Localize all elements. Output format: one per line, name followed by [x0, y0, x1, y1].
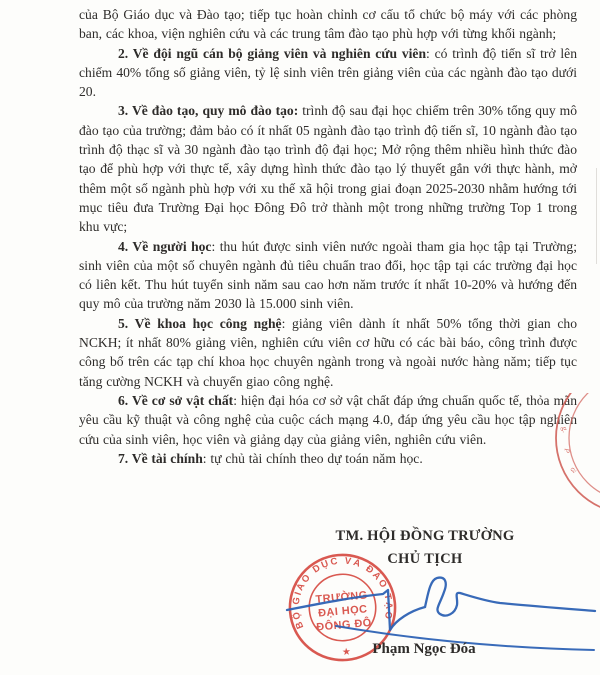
paragraph: 2. Về đội ngũ cán bộ giảng viên và nghiên cứu viên: có trình độ tiến sĩ trở lên chiếm 40% tổng số giảng viên, tỷ lệ sinh viên trên giảng viên của các ngành đào tạo dưới 20. — [79, 45, 578, 100]
signature-stroke-baseline — [287, 590, 425, 630]
paragraph: 4. Về người học: thu hút được sinh viên nước ngoài tham gia học tập tại Trường; sinh viên của một số chuyên ngành đủ tiêu chuẩn trao đổi, học tập tại các trường đại học có liên kết. Thu hút tuyển sinh năm sau cao hơn năm trước ít nhất 10-20% và hướng đến quy mô của trường năm 2030 là 15.000 sinh viên. — [79, 238, 577, 312]
stamp-org-line-3: ĐÔNG ĐÔ — [315, 616, 373, 634]
stamp-star-icon: ★ — [341, 646, 352, 659]
paragraph: 5. Về khoa học công nghệ: giảng viên dành ít nhất 50% tổng thời gian cho NCKH; ít nhất 80% giảng viên, nghiên cứu viên cơ hữu có các bài báo, công trình được công bố trên các tạp chí khoa học chuyên ngành trong và ngoài nước hàng năm; tiếp tục tăng cường NCKH và chuyển giao công nghệ. — [79, 315, 577, 389]
stamp-ring-text: BỘ GIÁO DỤC VÀ ĐÀO TẠO — [290, 555, 395, 631]
signature-stroke-loop — [425, 578, 595, 616]
stamp-org-line-1: TRƯỜNG — [315, 589, 369, 606]
paragraph: của Bộ Giáo dục và Đào tạo; tiếp tục hoàn chỉnh cơ cấu tổ chức bộ máy với các phòng ban, các khoa, viện nghiên cứu và các trung tâm đào tạo phù hợp với từng khối ngành; — [79, 7, 577, 42]
paragraph: 3. Về đào tạo, quy mô đào tạo: trình độ sau đại học chiếm trên 30% tổng quy mô đào tạo của trường; đảm bảo có ít nhất 05 ngành đào tạo trình độ tiến sĩ, 10 ngành đào tạo trình độ thạc sĩ và 30 ngành đào tạo trình độ đại học; Mở rộng thêm nhiều hình thức đào tạo để phù hợp với thực tế, xây dựng hình thức đào tạo lý thuyết gắn với thực hành, mở thêm một số ngành phù hợp với xu thế xã hội trong giai đoạn 2025-2030 nhằm hướng tới mục tiêu đưa Trường Đại học Đông Đô trở thành một trong những trường Top 1 trong khu vực; — [79, 103, 577, 235]
partial-stamp-letter-2: P — [562, 447, 572, 454]
signer-name: Phạm Ngọc Đóa — [372, 641, 476, 657]
document-body — [79, 5, 577, 468]
partial-stamp-letter-1: g. — [560, 425, 570, 434]
partial-stamp-edge — [548, 393, 600, 511]
signing-authority: TM. HỘI ĐỒNG TRƯỜNG — [335, 528, 515, 544]
paragraph: 7. Về tài chính: tự chủ tài chính theo dự toán năm học. — [118, 450, 423, 466]
stamp-org-line-2: ĐẠI HỌC — [317, 603, 368, 620]
partial-stamp-letter-3: ờ — [568, 466, 579, 475]
paragraph: 6. Về cơ sở vật chất: hiện đại hóa cơ sở vật chất đáp ứng chuẩn quốc tế, thỏa mãn yêu cầu kỹ thuật và công nghệ của cuộc cách mạng 4.0, đáp ứng yêu cầu học tập nghiên cứu của sinh viên, học viên và giảng dạy của giảng viên, nghiên cứu viên. — [79, 392, 577, 447]
partial-stamp-inner-arc — [569, 393, 600, 501]
signer-title: CHỦ TỊCH — [387, 551, 463, 567]
scan-artifact — [596, 168, 598, 264]
